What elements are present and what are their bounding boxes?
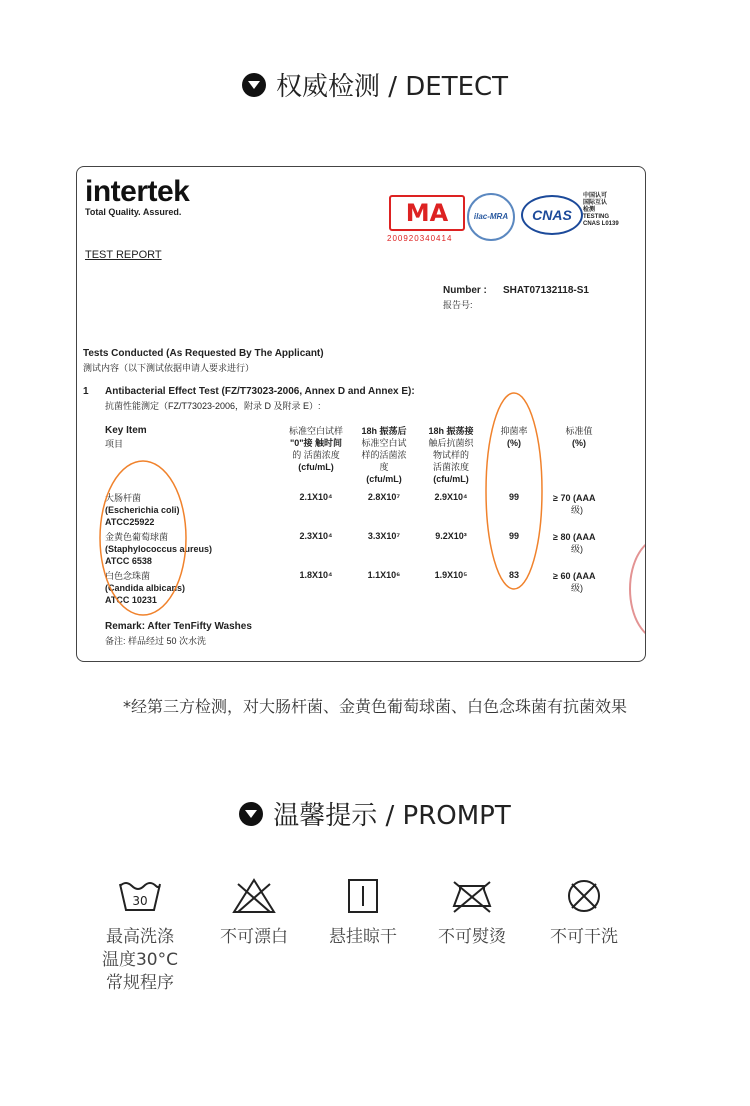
no-iron-icon: [448, 876, 496, 916]
column-header-blank-18h: 18h 振荡后 标准空白试 样的活菌浓 度 (cfu/mL): [361, 426, 407, 484]
item-number: 1: [83, 386, 89, 397]
column-header-treated-18h: 18h 振荡接 触后抗菌织 物试样的 活菌浓度 (cfu/mL): [428, 426, 474, 484]
remark-cn: 备注: 样品经过 50 次水洗: [105, 636, 207, 646]
care-label: 不可干洗: [550, 927, 618, 947]
number-label-cn: 报告号:: [443, 300, 473, 310]
down-arrow-icon: [239, 802, 263, 826]
svg-text:30: 30: [132, 894, 148, 908]
prompt-heading: [0, 795, 750, 832]
ilac-mra-icon: ilac-MRA: [467, 193, 515, 241]
highlight-ellipse-rates: [486, 393, 542, 589]
intertek-logo: intertek: [85, 175, 190, 208]
detect-heading: [0, 66, 750, 103]
table-row-name: 大肠杆菌 (Escherichia coli) ATCC25922: [105, 493, 180, 527]
key-item-header-cn: 项目: [105, 439, 124, 449]
item-heading: Antibacterial Effect Test (FZ/T73023-2006, Annex D and Annex E):: [105, 386, 415, 397]
care-item-no-dry-clean: [524, 876, 644, 949]
care-item-no-iron: [412, 876, 532, 949]
table-cell: 2.1X10⁴: [299, 492, 333, 502]
test-report-label: TEST REPORT: [85, 249, 162, 261]
care-label: 最高洗涤 温度30°C 常规程序: [101, 927, 178, 993]
report-number: SHAT07132118-S1: [503, 285, 589, 296]
remark: Remark: After TenFifty Washes: [105, 621, 252, 632]
hang-dry-icon: [339, 876, 387, 916]
tests-heading: Tests Conducted (As Requested By The Applicant): [83, 348, 324, 359]
table-cell: 99: [508, 531, 519, 541]
care-label: 悬挂晾干: [329, 927, 397, 947]
care-item-wash: [80, 876, 200, 995]
table-cell: 2.8X10⁷: [367, 492, 401, 502]
column-header-rate: 抑菌率 (%): [500, 426, 528, 448]
item-heading-cn: 抗菌性能测定（FZ/T73023-2006，附录 D 及附录 E）:: [105, 401, 321, 411]
prompt-title: 温馨提示 / PROMPT: [273, 801, 511, 831]
no-dry-clean-icon: [560, 876, 608, 916]
no-bleach-icon: [230, 876, 278, 916]
tests-heading-cn: 测试内容（以下测试依据申请人要求进行）: [83, 363, 255, 373]
logo-tagline: Total Quality. Assured.: [85, 207, 182, 217]
down-arrow-icon: [242, 73, 266, 97]
column-header-blank-0h: 标准空白试样 "0"接 触时间 的 活菌浓度 (cfu/mL): [288, 426, 343, 472]
table-cell: 1.9X10⁵: [434, 570, 468, 580]
column-header-standard: 标准值 (%): [565, 426, 593, 448]
cnas-caption: 中国认可 国际互认 检测 TESTING CNAS L0139: [583, 193, 619, 227]
table-cell: 99: [508, 492, 519, 502]
table-cell: 1.1X10⁶: [367, 570, 401, 580]
cnas-logo-icon: CNAS: [521, 195, 583, 235]
table-cell: 2.3X10⁴: [299, 531, 333, 541]
key-item-header: Key Item: [105, 425, 147, 436]
table-cell: 1.8X10⁴: [299, 570, 333, 580]
care-label: 不可漂白: [220, 927, 288, 947]
table-cell: 2.9X10⁴: [434, 492, 468, 502]
cma-mark-icon: MA: [389, 195, 465, 231]
number-label: Number :: [443, 285, 487, 296]
care-label: 不可熨烫: [438, 927, 506, 947]
test-note: *经第三方检测，对大肠杆菌、金黄色葡萄球菌、白色念珠菌有抗菌效果: [122, 697, 627, 716]
wash-30-icon: [116, 876, 164, 916]
table-cell: 9.2X10³: [435, 531, 467, 541]
highlight-ellipses: [77, 167, 645, 661]
care-item-no-bleach: [194, 876, 314, 949]
highlight-ellipse-names: [100, 461, 186, 615]
table-cell: ≥ 60 (AAA 级): [553, 571, 596, 593]
table-cell: 83: [508, 570, 519, 580]
table-cell: ≥ 70 (AAA 级): [553, 493, 596, 515]
care-item-hang-dry: [303, 876, 423, 949]
table-row-name: 金黄色葡萄球菌 (Staphylococcus aureus) ATCC 6538: [105, 532, 213, 566]
table-cell: ≥ 80 (AAA 级): [553, 532, 596, 554]
detect-title: 权威检测 / DETECT: [275, 72, 509, 102]
table-cell: 3.3X10⁷: [367, 531, 401, 541]
test-report-image: [76, 166, 646, 662]
cma-number: 200920340414: [387, 234, 453, 243]
table-row-name: 白色念珠菌 (Candida albicans) ATCC 10231: [105, 571, 186, 605]
